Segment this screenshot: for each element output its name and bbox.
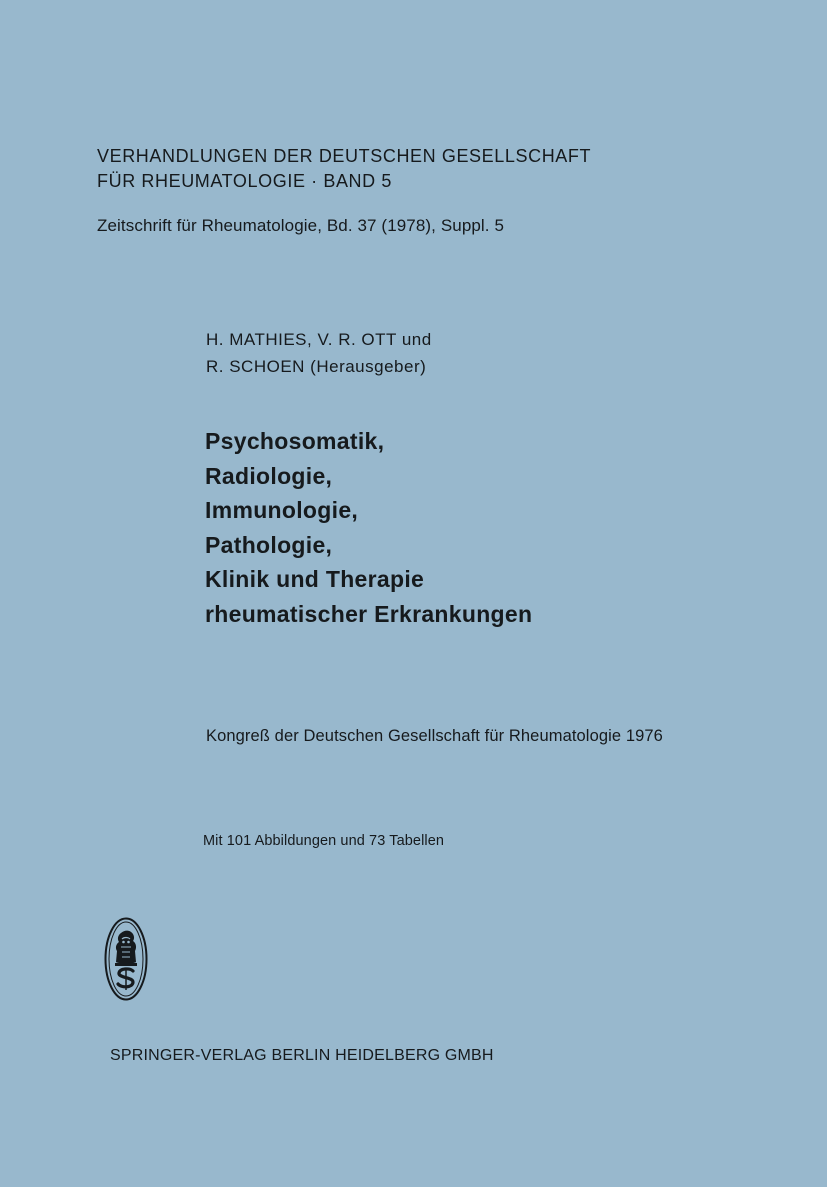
- publisher-imprint: SPRINGER-VERLAG BERLIN HEIDELBERG GMBH: [110, 1047, 494, 1064]
- springer-chess-knight-logo-icon: [104, 917, 148, 1001]
- congress-subtitle: Kongreß der Deutschen Gesellschaft für Rheumatologie 1976: [206, 727, 663, 745]
- illustrations-note: Mit 101 Abbildungen und 73 Tabellen: [203, 833, 445, 849]
- series-title: [97, 144, 591, 194]
- book-title-line-4: Pathologie,: [205, 531, 333, 558]
- editors: [206, 326, 432, 380]
- editors-line-2: R. SCHOEN (Herausgeber): [206, 357, 427, 376]
- series-title-line-1: VERHANDLUNGEN DER DEUTSCHEN GESELLSCHAFT: [97, 146, 592, 166]
- editors-line-1: H. MATHIES, V. R. OTT und: [206, 330, 432, 349]
- series-title-line-2: FÜR RHEUMATOLOGIE · BAND 5: [97, 171, 392, 191]
- book-title-line-6: rheumatischer Erkrankungen: [205, 600, 533, 627]
- book-title-line-2: Radiologie,: [205, 462, 333, 489]
- journal-reference: Zeitschrift für Rheumatologie, Bd. 37 (1978), Suppl. 5: [97, 216, 504, 235]
- book-title-line-1: Psychosomatik,: [205, 428, 385, 454]
- book-title-line-5: Klinik und Therapie: [205, 566, 425, 592]
- book-title-line-3: Immunologie,: [205, 497, 359, 523]
- book-title: [205, 424, 532, 631]
